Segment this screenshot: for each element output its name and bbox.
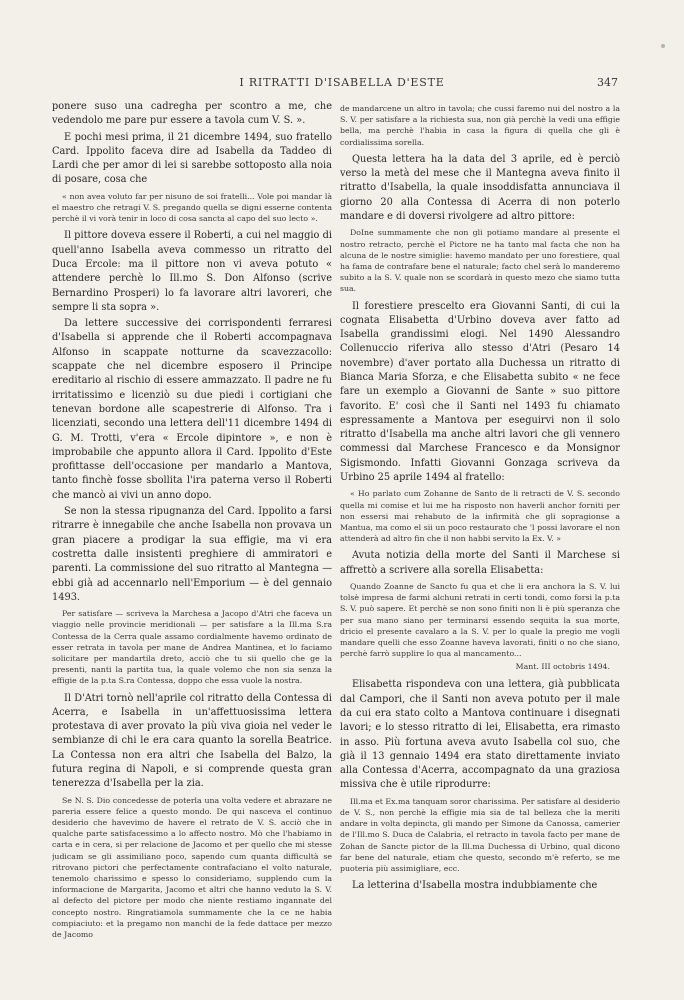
body-paragraph: Se non la stessa ripugnanza del Card. Ippolito a farsi ritrarre è innegabile che anche Isabella non provava un gran piacere a prodigar la sua effigie, ma vi era costretta dalle insistenti preghiere di ammiratori e parenti. La commissione del suo ritratto al Mantegna — ebbi già ad accennarlo nell'Emporium — è del gennaio 1493. bbox=[52, 506, 332, 603]
body-paragraph: Il D'Atri tornò nell'aprile col ritratto della Contessa di Acerra, e Isabella in un'affettuosissima lettera protestava di aver provato la più viva gioia nel veder le sembianze di chi le era cara quanto la sorella Beatrice. La Contessa non era altri che Isabella del Balzo, la futura regina di Napoli, e si comprende questa gran tenerezza d'Isabella per la zia. bbox=[52, 692, 332, 790]
right-column bbox=[340, 100, 620, 990]
running-title: I RITRATTI D'ISABELLA D'ESTE bbox=[239, 76, 445, 89]
quoted-letter: Ill.ma et Ex.ma tanquam soror charissima. Per satisfare al desiderio de V. S., non perchè la effigie mia sia de tal belleza che la meriti andare in volta depincta, gli mando per Simone da Canossa, camerier de l'Ill.mo S. Duca de Calabria, el retracto in tavola facto per mane de Zohan de Sancte pictor de la Ill.ma Duchessa di Urbino, qual dicono far bene del naturale, etiam che questo, secondo m'è referto, se me puoteria più assimigliare, ecc. bbox=[340, 796, 620, 873]
body-paragraph: Il pittore doveva essere il Roberti, a cui nel maggio di quell'anno Isabella aveva commesso un ritratto del Duca Ercole: ma il pittore non vi aveva potuto « attendere perchè lo Ill.mo S. Don Alfonso (scrive Bernardino Prosperi) lo fa lavorare altri lavoreri, che sempre li sta sopra ». bbox=[52, 230, 332, 313]
quoted-letter: Se N. S. Dio concedesse de poterla una volta vedere et abrazare ne pareria essere felice a questo mondo. De qui nasceva el continuo desiderio che havevimo de havere el retrato de V. S. acciò che in qualche parte satisfacessimo a lo affecto nostro. Mò che l'habiamo in carta e in cera, si per relacione de Jacomo et per quello che mi stesse judicam se gli assimiliano poco, sapendo cum quanta difficultà se ritrovano pictori che perfectamente contrafaciano el volto naturale, tenemolo charissimo e spesso lo consideriamo, supplendo cum la informacione de Margarita, Jacomo et altri che hanno veduto la S. V. al defecto del pictore per modo che niente restiamo ingannate del concepto nostro. Ringratiamola summamente che la ce ne habia compiaciuto: et la pregamo non manchi de la fede dattace per mezzo de Jacomo bbox=[52, 795, 332, 940]
quoted-letter: « Ho parlato cum Zohanne de Santo de li retracti de V. S. secondo quella mi comise et lui me ha risposto non haverli anchor forniti per non essersi mai rehabuto de la infirmità che gli sopragionse a Mantua, ma como el sii un poco restaurato che 'l possi lavorare el non attenderà ad altro fin che il non habbi servito la Ex. V. » bbox=[340, 489, 620, 544]
quoted-letter: de mandarcene un altro in tavola; che cussi faremo nui del nostro a la S. V. per satisfare a la richiesta sua, non già perchè la vedi una effigie bella, ma perchè l'habia in casa la figura di quella che gli è cordialissima sorella. bbox=[340, 104, 620, 147]
quoted-letter: DoIne summamente che non gli potiamo mandare al presente el nostro retracto, perchè el Pictore ne ha tanto mal facta che non ha alcuna de le nostre simiglie: havemo mandato per uno forestiere, qual ha fama de contrafare bene el naturale; facto chel serà lo manderemo subito a la S. V. quale non se scordarà in questo mezo che siamo tutta sua. bbox=[340, 228, 620, 294]
letter-dateline: Mant. III octobris 1494. bbox=[515, 662, 610, 672]
body-paragraph: Questa lettera ha la data del 3 aprile, ed è perciò verso la metà del mese che il Mantegna aveva finito il ritratto d'Isabella, la quale insoddisfatta annunciava il giorno 20 alla Contessa di Acerra di non poterlo mandare e di doversi rivolgere ad altro pittore: bbox=[340, 153, 620, 222]
page-number: 347 bbox=[597, 76, 618, 89]
body-paragraph: Elisabetta rispondeva con una lettera, già pubblicata dal Campori, che il Santi non aveva potuto per il male da cui era stato colto a Mantova continuare i disegnati lavori; e lo stesso ritratto di lei, Elisabetta, era rimasto in asso. Più fortuna aveva avuto Isabella col suo, che già il 13 gennaio 1494 era stato direttamente inviato alla Contessa d'Acerra, accompagnato da una graziosa missiva che è utile riprodurre: bbox=[340, 679, 620, 791]
body-paragraph: Da lettere successive dei corrispondenti ferraresi d'Isabella si apprende che il Roberti accompagnava Alfonso in scappate notturne da scavezzacollo: scappate che nel dicembre esposero il Principe ereditario al rischio di essere ammazzato. Il padre ne fu irritatissimo e licenziò su due piedi i cortigiani che tenevan bordone alle scapestrerie di Alfonso. Tra i licenziati, secondo una lettera dell'11 dicembre 1494 di G. M. Trotti, v'era « Ercole dipintore », e non è improbabile che appunto allora il Card. Ippolito d'Este profittasse dell'occasione per mandarlo a Mantova, tanto finchè fosse sbollita l'ira paterna verso il Roberti che mancò ai vivi un anno dopo. bbox=[52, 318, 332, 501]
body-paragraph: Il forestiere prescelto era Giovanni Santi, di cui la cognata Elisabetta d'Urbino doveva aver fatto ad Isabella grandissimi elogi. Nel 1490 Alessandro Collenuccio riferiva allo stesso d'Atri (Pesaro 14 novembre) d'aver portato alla Duchessa un ritratto di Bianca Maria Sforza, e che Elisabetta subito « ne fece fare un exemplo a Giovanni de Sante » suo pittore favorito. E' così che il Santi nel 1493 fu chiamato espressamente a Mantova per eseguirvi non il solo ritratto d'Isabella ma anche altri lavori che gli vennero commessi dal Marchese Francesco e da Monsignor Sigismondo. Infatti Giovanni Gonzaga scriveva da Urbino 25 aprile 1494 al fratello: bbox=[340, 300, 620, 484]
paper-speck bbox=[661, 44, 665, 48]
body-paragraph: Avuta notizia della morte del Santi il Marchese si affrettò a scrivere alla sorella Elisabetta: bbox=[340, 550, 620, 576]
left-column bbox=[52, 100, 332, 990]
body-paragraph: ponere suso una cadregha per scontro a me, che vedendolo me pare pur essere a tavola cum V. S. ». bbox=[52, 101, 332, 127]
page-header bbox=[36, 76, 648, 92]
body-paragraph: E pochi mesi prima, il 21 dicembre 1494, suo fratello Card. Ippolito faceva dire ad Isabella da Taddeo di Lardi che per amor di lei si sarebbe sottoposto alla noia di posare, cosa che bbox=[52, 131, 332, 186]
body-paragraph: La letterina d'Isabella mostra indubbiamente che bbox=[352, 880, 598, 892]
quoted-letter: « non avea voluto far per nisuno de soi fratelli... Vole poi mandar là el maestro che retragi V. S. pregando quella se digni esserne contenta perchè il vi vorà tenir in loco di cosa sancta al capo del suo lecto ». bbox=[52, 191, 332, 224]
quoted-letter: Per satisfare — scriveva la Marchesa a Jacopo d'Atri che faceva un viaggio nelle provincie meridionali — per satisfare a la Ill.ma S.ra Contessa de la Cerra quale assamo cordialmente havemo ordinato de esser retrata in tavola per mane de Andrea Mantinea, et lo faciamo solicitare per mandartila dreto, acciò che tu sii quello che ge la presenti, nanti la partita tua, la quale volemo che non sia senza la effigie de la p.ta S.ra Contessa, doppo che essa vuole la nostra. bbox=[52, 609, 332, 686]
quoted-letter: Quando Zoanne de Sancto fu qua et che li era anchora la S. V. lui tolsè impresa de farmi alchuni retrati in certi tondi, como forsi la p.ta S. V. può sapere. Et perchè se non sono finiti non li è più speranza che per sua mano siano per terminarsi essendo sequita la sua morte, dricio el presente cavalaro a la S. V. per lo quale la pregio me vogli mandare quelli che esso Zoanne haveva lavorati, finiti o no che siano, perchè farrò supplire lo qua al mancamento... bbox=[340, 581, 620, 659]
